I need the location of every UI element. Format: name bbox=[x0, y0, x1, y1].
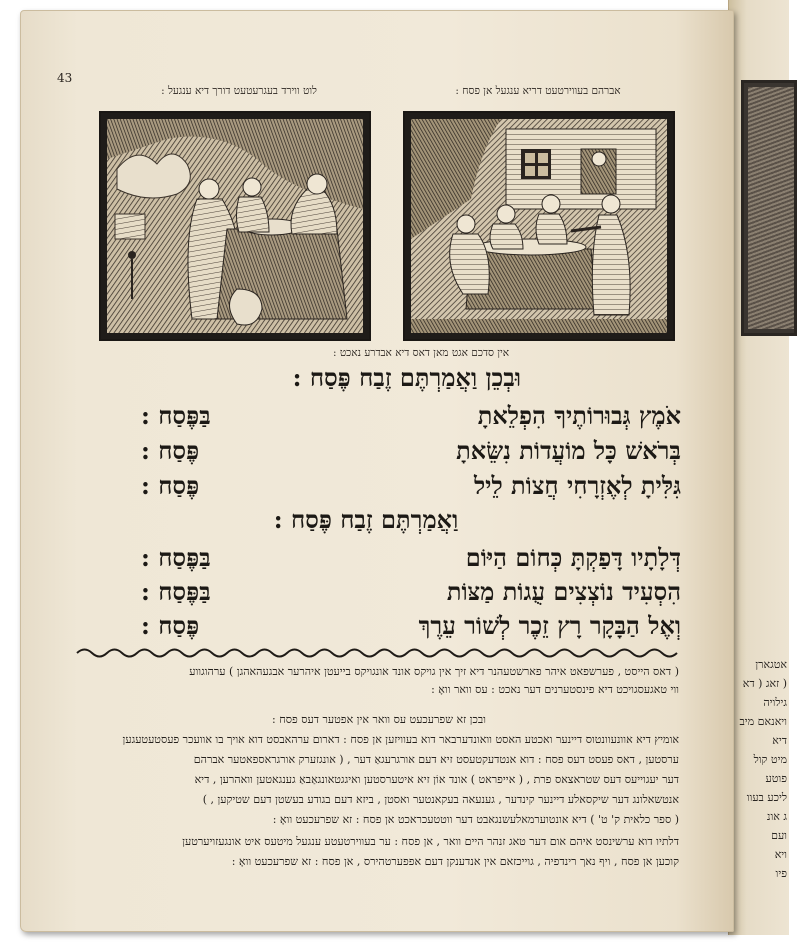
verse-line bbox=[141, 611, 681, 645]
verse-line bbox=[141, 543, 681, 577]
wave-divider bbox=[77, 645, 677, 661]
commentary-line: ווי טאגעסגויכט דיא פינסטערנים דער נאכט : עס וואר וואָ : bbox=[431, 683, 679, 696]
woodcut-abraham-angels bbox=[403, 111, 675, 341]
facing-fragment: פיו bbox=[775, 867, 787, 880]
verse-text: הִסְעִיד נוֹצְצִים עֻגוֹת מַצּוֹת bbox=[446, 577, 681, 606]
verse-line bbox=[141, 471, 681, 505]
commentary-line: אנטשאלונג דער שיקסאלע דיינער קינדער , גענעאה בעקאנטער ואסטן , ביזא דעם בגודע בעשטן דעם שטיקען , ) bbox=[202, 793, 679, 806]
facing-fragment: ויא bbox=[774, 848, 787, 861]
facing-fragment: ( זאג ( דא bbox=[742, 677, 787, 690]
verse-refrain-word: בַּפֶּסַח : bbox=[141, 401, 211, 430]
facing-fragment: ליכע בעוו bbox=[746, 791, 787, 804]
facing-fragment: גילויה bbox=[763, 696, 787, 709]
commentary-line: ובכן זא שפרעכעט עס וואר אין אפטער דעס פסח : bbox=[272, 713, 486, 726]
facing-page bbox=[728, 0, 789, 935]
verse-text: וְאֶל הַבָּקָר רָץ זֵכֶר לְשׁוֹר עֵרֶךְ bbox=[418, 611, 681, 640]
commentary-line: ( ספר כלאית ק' ט' ) דיא אונטוערמאלעשנגאבט דער ווטטעכראכט אן פסח : זא שפרעכעט וואָ : bbox=[272, 813, 679, 826]
commentary-line: קוכען אן פסח , ויף נאך רינדפיה , גוייכזאם אין אנדענקן דעם אפפערטהירס , אן פסח : זא שפרעכעט וואָ : bbox=[231, 855, 679, 868]
facing-fragment: ועם bbox=[771, 829, 787, 842]
commentary-line: ( דאס הייסט , פערשפאט איהר פארשטעהנר דיא זיך אין גויקס אונד אונגויקס בייעטן איהרער אבגעהאהגן ) ערהוגווע bbox=[189, 665, 679, 678]
hymn-refrain: וַאֲמַרְתֶּם זֶבַח פֶּסַח : bbox=[273, 505, 459, 534]
commentary-line: ערסטען , דאס פעסט דעס פסח : דוא אנטדעקטעסט זיא דעם אורגרעגאַ דער , ( אונגזערק אורגראספאטער אברהם bbox=[193, 753, 679, 766]
verse-refrain-word: פֶּסַח : bbox=[141, 436, 200, 465]
verse-line bbox=[141, 401, 681, 435]
verse-line bbox=[141, 436, 681, 470]
facing-fragment: דיא bbox=[772, 734, 787, 747]
facing-fragment: אטגארן bbox=[755, 658, 787, 671]
verse-text: אֹמֶץ גְּבוּרוֹתֶיךָ הִפְלֵאתָ bbox=[477, 401, 681, 430]
verse-line bbox=[141, 577, 681, 611]
verse-refrain-word: בַּפֶּסַח : bbox=[141, 577, 211, 606]
commentary-line: אומיץ דיא אוונעוונטוס דיינער ואכטע האסט וואונדערבאר דוא בעוויזען אן פסח : דארום ערהאבסט דוא אויך בו אוועכר פעסטעטעגען bbox=[122, 733, 679, 746]
verse-text: בְּרֹאשׁ כָּל מוֹעֲדוֹת נִשֵּׂאתָ bbox=[456, 436, 681, 465]
verse-refrain-word: פֶּסַח : bbox=[141, 471, 200, 500]
facing-page-woodcut bbox=[741, 80, 797, 336]
verse-refrain-word: פֶּסַח : bbox=[141, 611, 200, 640]
verse-text: דְּלָתָיו דָּפַקְתָּ כְּחוֹם הַיּוֹם bbox=[465, 543, 681, 572]
facing-fragment: פוטע bbox=[765, 772, 787, 785]
facing-fragment: ויאנאם מיב bbox=[739, 715, 787, 728]
woodcut-lot-angels bbox=[99, 111, 371, 341]
book-page bbox=[20, 10, 734, 932]
commentary-line: דלתיו דוא ערשינסט איהם אום דער טאג זנהר היים וואר , אן פסח : ער בעווירטעטע ענגעל מיטעס איט אונגעזויערטען bbox=[182, 835, 679, 848]
facing-page-text bbox=[741, 655, 787, 885]
verse-text: גִּלִּיתָ לְאֶזְרָחִי חֲצוֹת לֵיל bbox=[473, 471, 681, 500]
commentary-line: דער יעגוייעס דעס שטראצאס פרת , ( אייפראט ) אונד אוֹן זיא איטערסטען ואיגגטאונגאַבאַ גענגאטען וואהרען , דיא bbox=[194, 773, 679, 786]
verse-refrain-word: בַּפֶּסַח : bbox=[141, 543, 211, 572]
facing-fragment: מיט קול bbox=[753, 753, 787, 766]
facing-fragment: ג אונ bbox=[766, 810, 787, 823]
caption-below-woodcuts: אין סדכם אגט מאן דאס דיא אבדרע נאכט : bbox=[332, 347, 510, 359]
caption-left-woodcut: לוט ווירד בעגרעטעט דורך דיא ענגעל : bbox=[161, 85, 317, 97]
page-number: 43 bbox=[57, 71, 73, 85]
hymn-title: וּבְכֵן וַאֲמַרְתֶּם זֶבַח פֶּסַח : bbox=[292, 363, 521, 392]
caption-right-woodcut: אברהם בעווירטעט דריא ענגעל אן פסח : bbox=[455, 85, 621, 97]
